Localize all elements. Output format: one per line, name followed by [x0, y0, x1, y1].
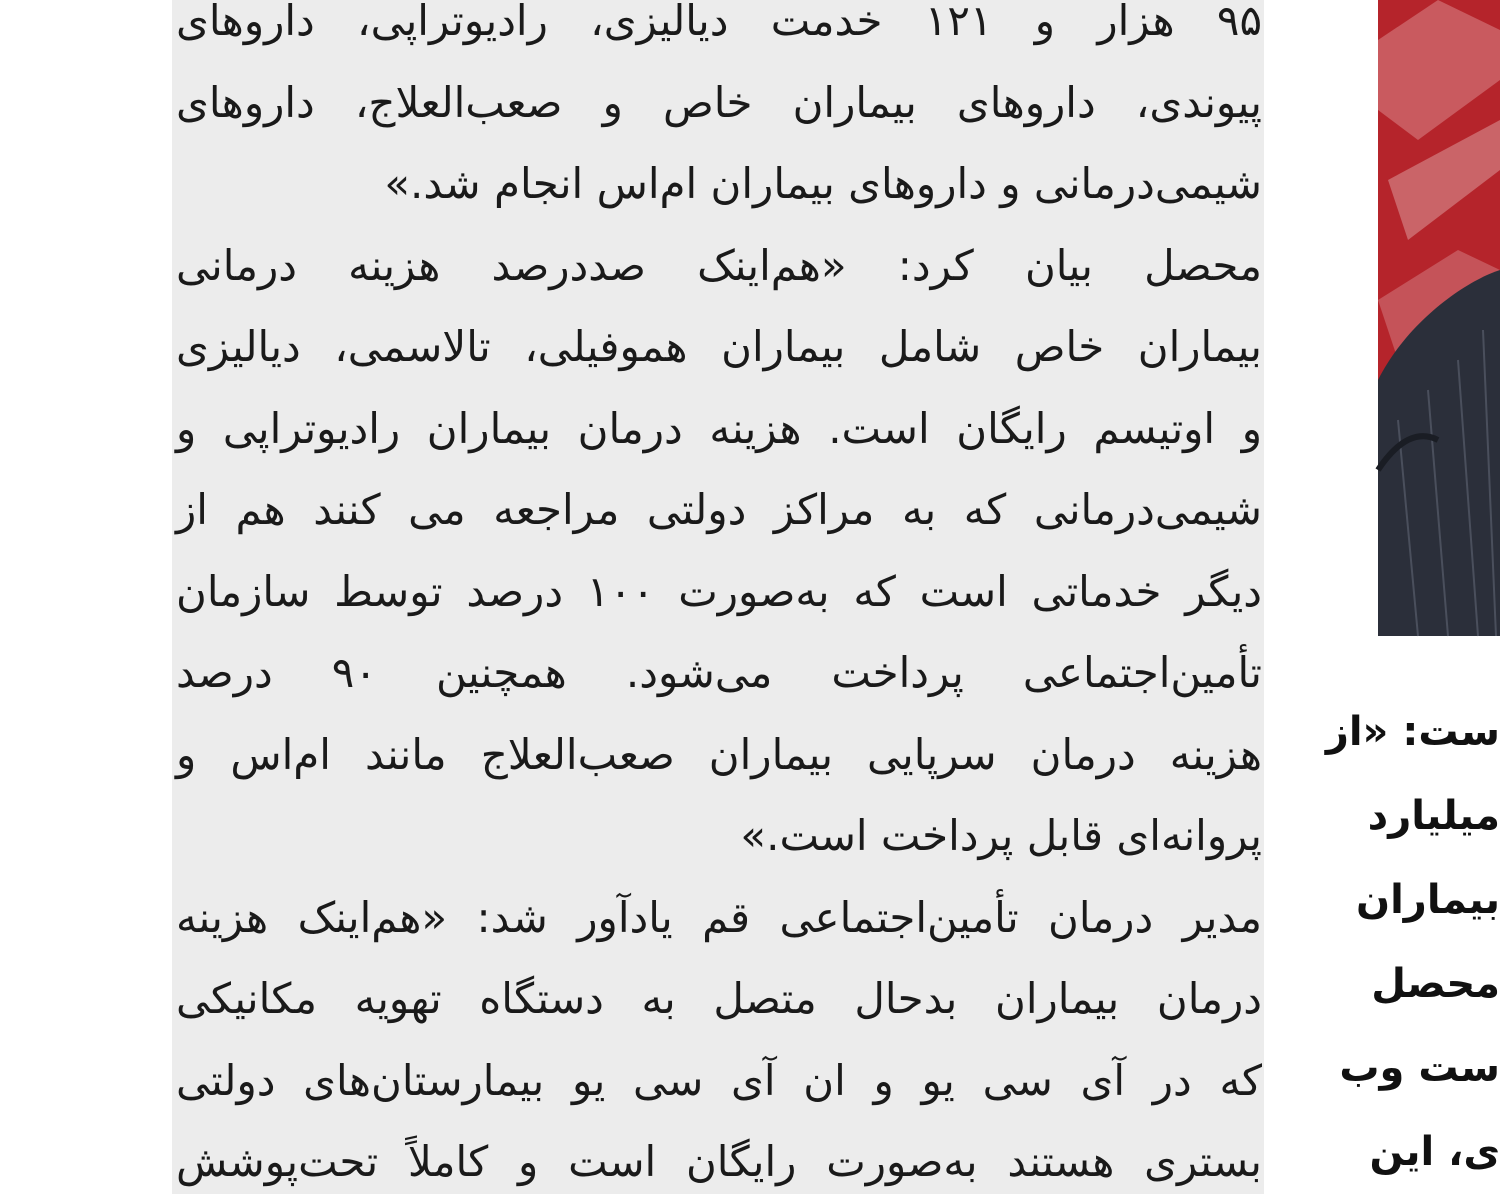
caption-line: محصل	[1371, 961, 1500, 1007]
article-body	[176, 0, 1262, 1203]
article-line: هزینه درمان سرپایی بیماران صعب‌العلاج مانند ام‌اس و	[176, 729, 1262, 779]
article-line: تأمین‌اجتماعی پرداخت می‌شود. همچنین ۹۰ درصد	[176, 648, 1262, 697]
article-line: شیمی‌درمانی و داروهای بیماران ام‌اس انجام شد.»	[384, 159, 1262, 208]
caption-line: میلیارد	[1367, 793, 1500, 839]
portrait-photo-graphic	[1378, 0, 1500, 636]
caption-line: ست وب	[1339, 1045, 1500, 1091]
article-line: که در آی سی یو و ان آی سی یو بیمارستان‌های دولتی	[176, 1055, 1262, 1105]
article-line: محصل بیان کرد: «هم‌اینک صددرصد هزینه درمانی	[176, 240, 1262, 290]
article-line: مدیر درمان تأمین‌اجتماعی قم یادآور شد: «هم‌اینک هزینه	[176, 892, 1262, 942]
article-line: ۹۵ هزار و ۱۲۱ خدمت دیالیزی، رادیوتراپی، داروهای	[176, 0, 1263, 45]
portrait-photo	[1378, 0, 1500, 636]
article-line: بستری هستند به‌صورت رایگان است و کاملاً تحت‌پوشش	[176, 1137, 1262, 1186]
article-line: بیماران خاص شامل بیماران هموفیلی، تالاسمی، دیالیزی	[176, 322, 1262, 371]
caption-line: ست: «از	[1325, 709, 1500, 755]
article-line: پروانه‌ای قابل پرداخت است.»	[740, 811, 1262, 860]
article-line: شیمی‌درمانی که به مراکز دولتی مراجعه می کنند هم از	[176, 485, 1262, 534]
article-line: دیگر خدماتی است که به‌صورت ۱۰۰ درصد توسط سازمان	[176, 566, 1262, 616]
article-line: و اوتیسم رایگان است. هزینه درمان بیماران رادیوتراپی و	[176, 403, 1262, 453]
article-line: پیوندی، داروهای بیماران خاص و صعب‌العلاج، داروهای	[176, 77, 1262, 127]
caption-line: ی، این	[1369, 1129, 1500, 1175]
sidebar-caption	[1325, 690, 1500, 1194]
caption-line: بیماران	[1355, 877, 1500, 923]
article-line: درمان بیماران بدحال متصل به دستگاه تهویه مکانیکی	[176, 974, 1262, 1023]
